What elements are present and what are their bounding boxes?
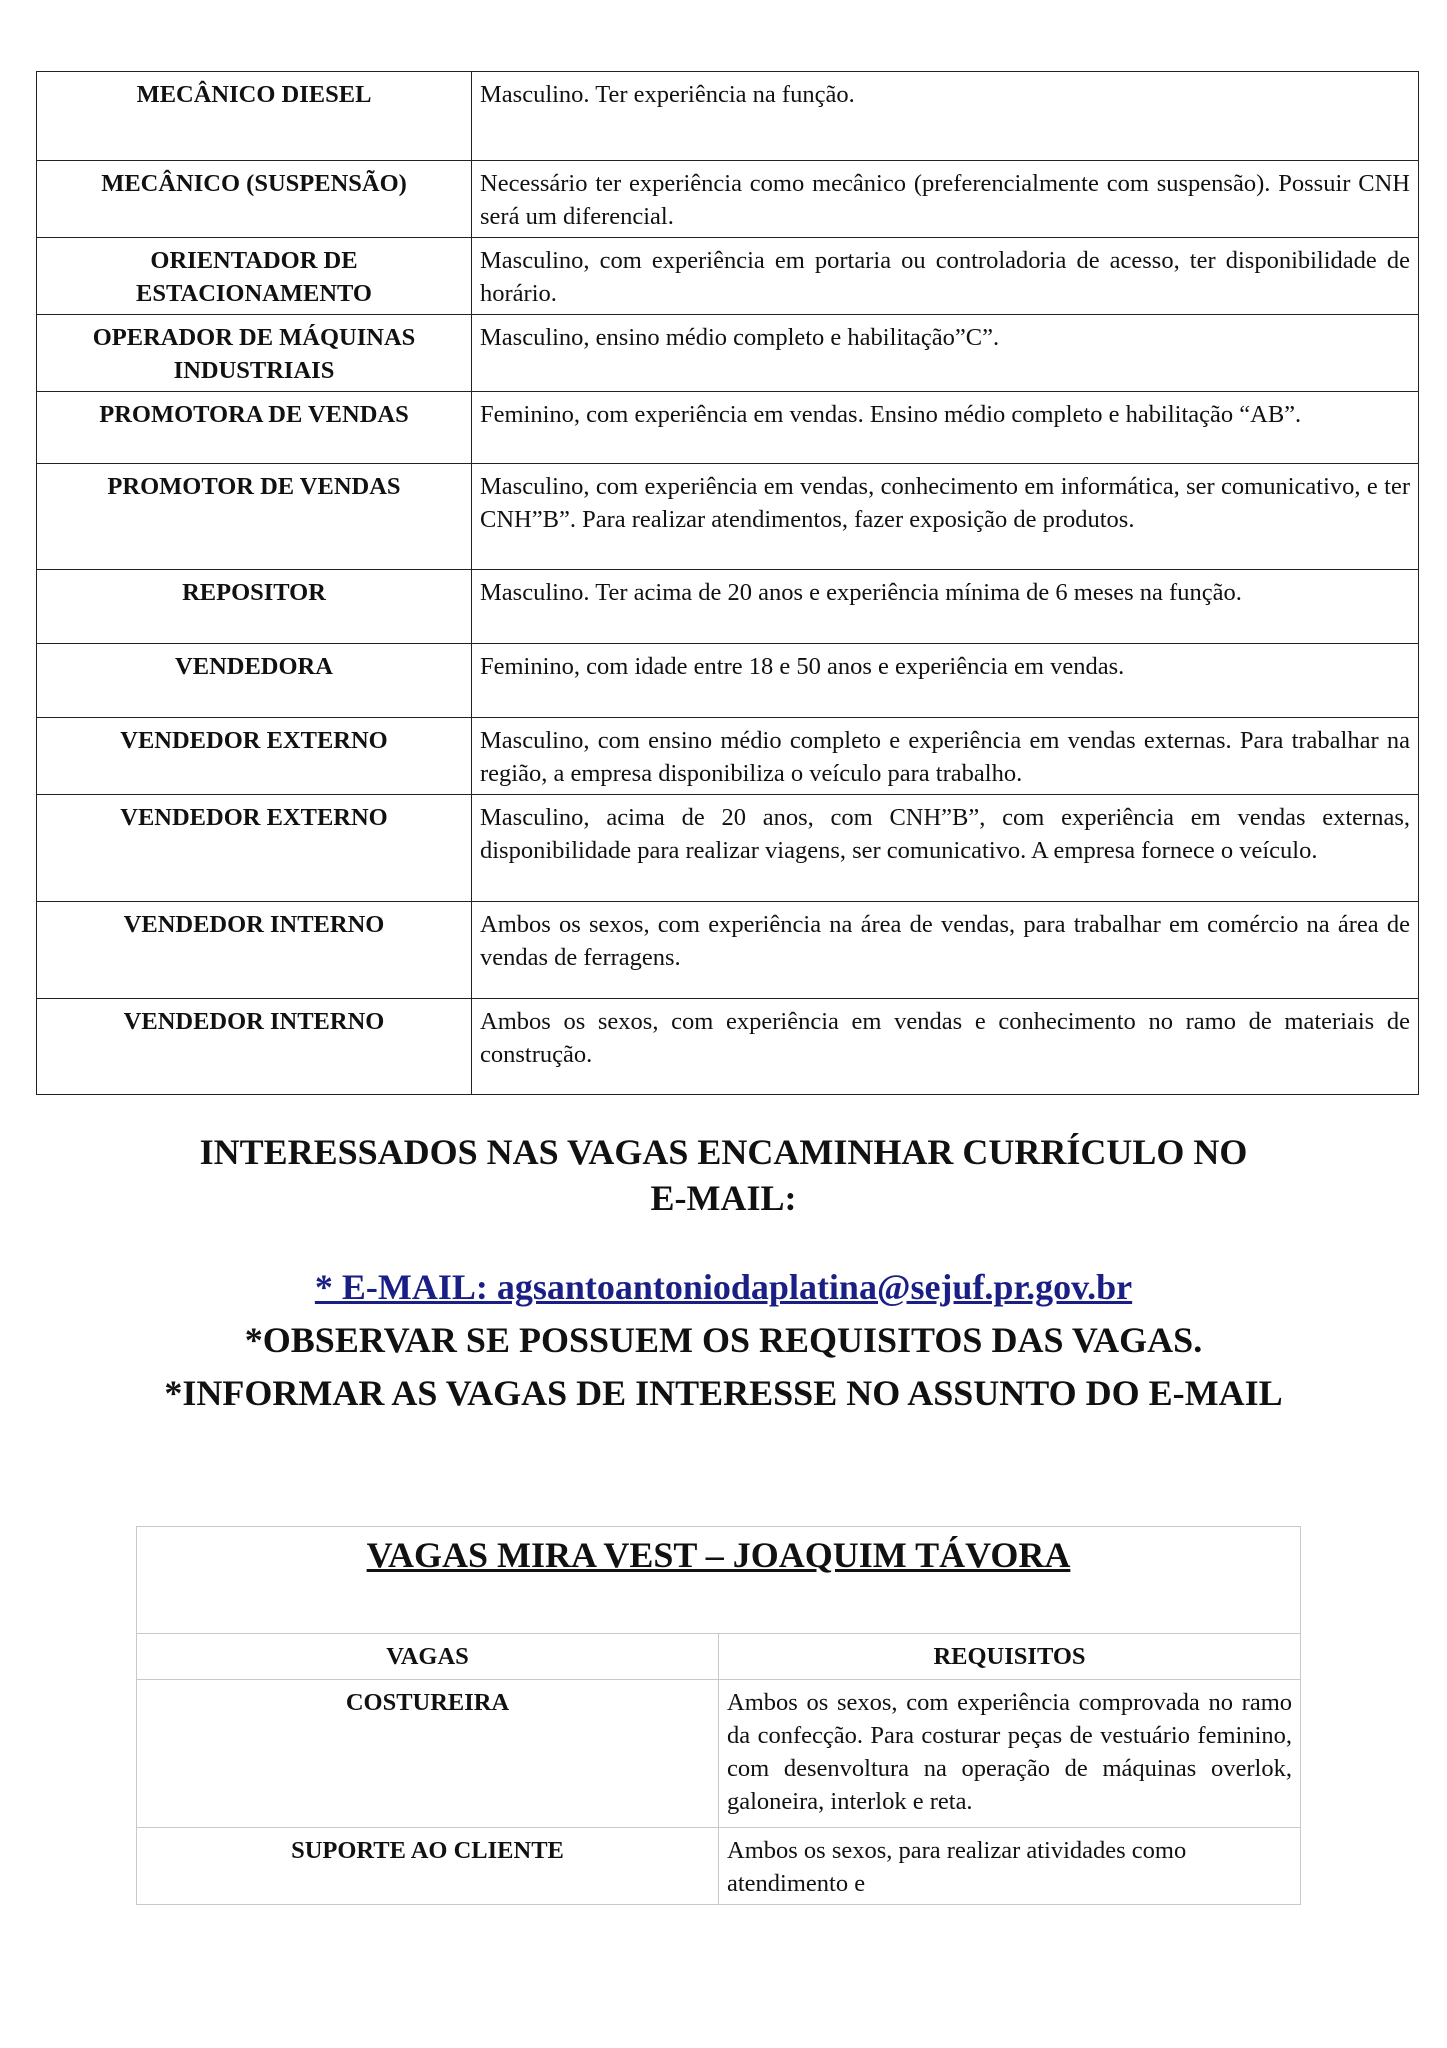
table-row (37, 238, 1419, 315)
job-title: VENDEDOR INTERNO (37, 902, 472, 999)
email-line (0, 1265, 1447, 1309)
job-title: VENDEDOR EXTERNO (37, 795, 472, 902)
job-title: PROMOTOR DE VENDAS (37, 464, 472, 570)
job-title: MECÂNICO DIESEL (37, 72, 472, 161)
job-requirements: Ambos os sexos, com experiência em vendas e conhecimento no ramo de materiais de construção. (472, 999, 1419, 1095)
notice-heading-email: E-MAIL: (650, 1178, 797, 1218)
job-title: VENDEDOR EXTERNO (37, 718, 472, 795)
job-requirements: Ambos os sexos, com experiência comprovada no ramo da confecção. Para costurar peças de vestuário feminino, com desenvoltura na operação de máquinas overlok, galoneira, interlok e reta. (719, 1680, 1301, 1828)
email-link[interactable]: * E-MAIL: agsantoantoniodaplatina@sejuf.pr.gov.br (314, 1267, 1133, 1307)
job-title: COSTUREIRA (137, 1680, 719, 1828)
table-row (37, 72, 1419, 161)
table-row (37, 999, 1419, 1095)
table-row (37, 795, 1419, 902)
job-title: PROMOTORA DE VENDAS (37, 392, 472, 464)
job-requirements: Feminino, com experiência em vendas. Ensino médio completo e habilitação “AB”. (472, 392, 1419, 464)
column-header-requisitos: REQUISITOS (719, 1634, 1301, 1680)
job-title: VENDEDORA (37, 644, 472, 718)
job-requirements: Masculino, ensino médio completo e habilitação”C”. (472, 315, 1419, 392)
table-row (37, 644, 1419, 718)
job-requirements: Ambos os sexos, com experiência na área de vendas, para trabalhar em comércio na área de vendas de ferragens. (472, 902, 1419, 999)
table-row (37, 392, 1419, 464)
job-requirements: Feminino, com idade entre 18 e 50 anos e experiência em vendas. (472, 644, 1419, 718)
job-requirements: Masculino, com experiência em portaria ou controladoria de acesso, ter disponibilidade de horário. (472, 238, 1419, 315)
table-row (37, 161, 1419, 238)
note-requirements: *OBSERVAR SE POSSUEM OS REQUISITOS DAS VAGAS. (244, 1320, 1203, 1360)
table-row (37, 464, 1419, 570)
table-row (37, 570, 1419, 644)
table-title: VAGAS MIRA VEST – JOAQUIM TÁVORA (137, 1527, 1301, 1634)
job-requirements: Masculino, acima de 20 anos, com CNH”B”, com experiência em vendas externas, disponibilidade para realizar viagens, ser comunicativo. A empresa fornece o veículo. (472, 795, 1419, 902)
job-title: OPERADOR DE MÁQUINAS INDUSTRIAIS (37, 315, 472, 392)
table-row (37, 315, 1419, 392)
notice-heading: INTERESSADOS NAS VAGAS ENCAMINHAR CURRÍCULO NO (199, 1132, 1248, 1172)
job-requirements: Masculino. Ter experiência na função. (472, 72, 1419, 161)
table-header-row (137, 1634, 1301, 1680)
job-title: SUPORTE AO CLIENTE (137, 1828, 719, 1905)
table-title-row (137, 1527, 1301, 1634)
note-subject: *INFORMAR AS VAGAS DE INTERESSE NO ASSUNTO DO E-MAIL (164, 1373, 1283, 1413)
table-row (37, 902, 1419, 999)
job-requirements: Masculino, com ensino médio completo e experiência em vendas externas. Para trabalhar na região, a empresa disponibiliza o veículo para trabalho. (472, 718, 1419, 795)
vacancies-table (36, 71, 1419, 1095)
job-requirements: Masculino, com experiência em vendas, conhecimento em informática, ser comunicativo, e ter CNH”B”. Para realizar atendimentos, fazer exposição de produtos. (472, 464, 1419, 570)
job-title: MECÂNICO (SUSPENSÃO) (37, 161, 472, 238)
job-title: VENDEDOR INTERNO (37, 999, 472, 1095)
mira-vest-table (136, 1526, 1301, 1905)
job-requirements: Necessário ter experiência como mecânico (preferencialmente com suspensão). Possuir CNH será um diferencial. (472, 161, 1419, 238)
table-row (137, 1828, 1301, 1905)
job-requirements: Ambos os sexos, para realizar atividades como atendimento e (719, 1828, 1301, 1905)
table-row (137, 1680, 1301, 1828)
table-row (37, 718, 1419, 795)
job-title: ORIENTADOR DE ESTACIONAMENTO (37, 238, 472, 315)
column-header-vagas: VAGAS (137, 1634, 719, 1680)
job-requirements: Masculino. Ter acima de 20 anos e experiência mínima de 6 meses na função. (472, 570, 1419, 644)
job-title: REPOSITOR (37, 570, 472, 644)
